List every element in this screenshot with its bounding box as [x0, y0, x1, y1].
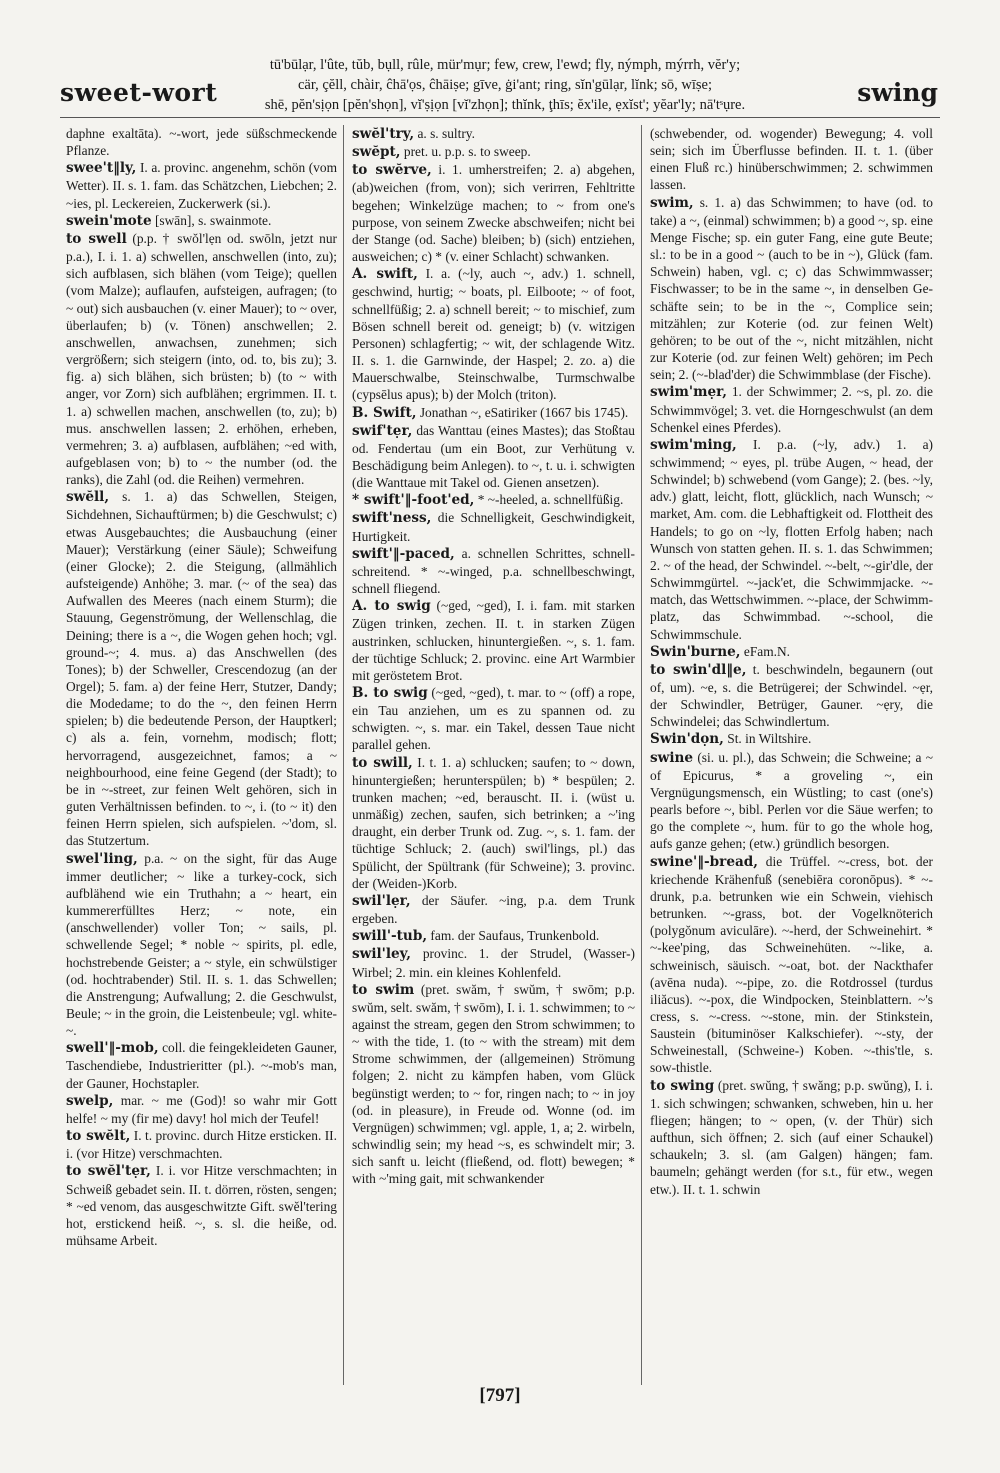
column-left: [60, 125, 343, 1385]
entry-definition: I. a. provinc. angenehm, schön (vom Wetter). II. s. 1. fam. das Schätzchen, Liebchen; 2. ~ies, pl. Leckereien, Zuckerwerk (si.).: [66, 160, 337, 211]
entry-headword: * swift'‖-foot'ed,: [352, 492, 475, 509]
dictionary-entry: [66, 125, 337, 159]
entry-definition: (p.p. † swŏl'lẹn od. swōln, jetzt nur p.a.), I. i. 1. a) schwellen, anschwellen (into, zu); sich aufblasen, sich blähen (vom Teige); quellen (vom Malze); auflaufen, aufsteigen, aufragen; (to ~ out) sich ausbauchen (v. einer Mauer); to ~ over, überlaufen; b) (v. Tönen) anschwellen; 2. anschwellen, anwachsen, zunehmen; sich vergrößern; sich steigern (into, od. to, bis zu); 3. fig. a) sich blähen, sich brüsten; b) (to ~ with anger, vor Zorn) sich aufblähen; ergrimmen. II. t. 1. a) schwellen machen, anschwellen (to, zu); b) mus. anschwellen lassen; 2. erhöhen, erheben, vermehren; 3. a) aufblasen, aufblähen; ~ed with, aufgeblasen von; b) to ~ the number (od. the ranks), die Zahl (od. die Reihen) vermehren.: [66, 230, 337, 488]
entry-headword: to swim: [352, 981, 415, 998]
entry-headword: Swin'dọn,: [650, 731, 724, 748]
header-rule: [60, 117, 940, 118]
dictionary-entry: [650, 749, 933, 853]
entry-definition: I. i. vor Hitze verschmachten; in Schweiß gebadet sein. II. t. dörren, rösten, sengen; * ~ed venom, das ausgeschwitzte Gift. swĕl'tering hot, erstickend heiß. ~, s. sl. die heiße, od. mühsame Arbeit.: [66, 1163, 337, 1248]
entry-definition: provinc. 1. der Strudel, (Wasser-) Wirbel; 2. min. ein kleines Kohlenfeld.: [352, 946, 635, 980]
entry-definition: I. t. provinc. durch Hitze ersticken. II. i. (vor Hitze) verschmachten.: [66, 1128, 337, 1162]
entry-headword: swift'ness,: [352, 510, 432, 527]
entry-definition: i. 1. umherstreifen; 2. a) abgehen, (ab)weichen (from, von); sich verirren, Fehltritte begehen; Winkelzüge machen; to ~ from one's purpose, von seinem Zwecke abschweifen; nicht bei der Stange (od. Sache) bleiben; b) (sich) entziehen, ausweichen; c) * (v. einer Schlacht) schwanken.: [352, 162, 635, 265]
dictionary-entry: [66, 212, 337, 230]
dictionary-entry: [66, 1039, 337, 1091]
entry-headword: A. to swig: [352, 598, 431, 615]
entry-headword: A. swift,: [352, 266, 418, 283]
dictionary-entry: [66, 1127, 337, 1162]
dictionary-entry: [650, 853, 933, 1077]
dictionary-entry: [352, 509, 635, 544]
entry-headword: swĕll,: [66, 489, 110, 506]
entry-headword: swel'ling,: [66, 850, 138, 867]
entry-headword: swell'‖-mob,: [66, 1040, 159, 1057]
dictionary-entry: [66, 230, 337, 488]
entry-headword: to swin'dl‖e,: [650, 661, 747, 678]
entry-definition: eFam.N.: [740, 643, 791, 659]
entry-definition: daphne exaltāta). ~-wort, jede süßschmeckende Pflanze.: [66, 126, 337, 159]
entry-definition: coll. die feingekleideten Gauner, Taschendiebe, Industrieritter (pl.). ~-mob's man, der Gauner, Hochstapler.: [66, 1040, 337, 1091]
entry-definition: (schwebender, od. wogender) Bewegung; 4. voll sein; sich im Überflusse befinden. II. t. 1. (über einen Fluß rc.) hinüberschwimmen; 2. schwimmen lassen.: [650, 126, 933, 193]
entry-headword: to swĕrve,: [352, 162, 432, 179]
dictionary-entry: [352, 892, 635, 927]
entry-definition: pret. u. p.p. s. to sweep.: [400, 144, 531, 160]
dictionary-entry: [352, 265, 635, 403]
entry-headword: swein'mote: [66, 212, 152, 229]
dictionary-entry: [352, 545, 635, 597]
entry-definition: (si. u. pl.), das Schwein; die Schweine; a ~ of Epicurus, * a groveling ~, ein Vergnügungsmensch, ein Wüstling; to cast (one's) pearls before ~, bibl. Perlen vor die Säue werfen; to go the complete ~, hum. für to go the whole hog, aufs ganze gehen; (etw.) gründlich besorgen.: [650, 749, 933, 852]
dictionary-entry: [352, 597, 635, 684]
entry-definition: s. 1. a) das Schwellen, Steigen, Sichdehnen, Sichauftürmen; b) die Geschwulst; c) etwas Ausgebauchtes; die Ausbauchung (einer Mauer); Verstärkung (einer Säule); Schweifung (einer Glocke); 2. die Steigung, (allmählich aufsteigende) Anhöhe; 3. mar. (~ of the sea) das Aufwallen des Meeres (nach einem Sturm); die Stauung, Gegenströmung, der Wellenschlag, die Deining; there is a ~, die Wogen gehen hoch; vgl. ground-~; 4. mus. a) das Anschwellen (des Tones); b) der Schweller, Crescendozug (an der Orgel); 5. fam. a) der feine Herr, Stutzer, Dandy; die Modedame; to do the ~, den feinen Herrn spielen; b) die bedeutende Person, der Hauptkerl; c) als a. fein, vornehm, modisch; flott; hervorragend, ausgezeichnet, famos; a ~ neighbourhood, eine feine Gegend (der Stadt); to be in ~-street, zur feinen Welt gehören, sich in guten Verhältnissen befinden. to ~, i. (to ~ it) den feinen Herrn spielen, sich aufspielen. ~'dom, sl. das Stutzertum.: [66, 489, 337, 849]
entry-headword: swelp,: [66, 1092, 114, 1109]
guide-word-right: swing: [857, 78, 938, 107]
dictionary-entry: [352, 404, 635, 422]
entry-columns: [60, 125, 940, 1385]
dictionary-entry: [650, 643, 933, 661]
entry-headword: B. to swig: [352, 685, 428, 701]
entry-headword: swif'tẹr,: [352, 422, 413, 439]
entry-definition: [swān], s. swainmote.: [151, 212, 272, 228]
entry-definition: mar. ~ me (God)! so wahr mir Gott helfe! ~ my (fir me) davy! hol mich der Teufel!: [66, 1092, 337, 1126]
entry-definition: p.a. ~ on the sight, für das Auge immer deutlicher; ~ like a turkey-cock, sich aufblähend wie ein Truthahn; a ~ heart, ein kummererfülltes Herz; ~ note, ein (anschwellender) voller Ton; ~ sails, pl. schwellende Segel; * noble ~ spirits, pl. edle, hochstrebende Geister; a ~ style, ein schwülstiger (od. hochtrabender) Stil. II. s. 1. das Schwellen; die Anstrengung; Aufwallung; 2. die Geschwulst, Beule; ~ in the groin, die Leistenbeule; vgl. white-~.: [66, 850, 337, 1039]
dictionary-entry: [66, 1092, 337, 1127]
dictionary-entry: [650, 383, 933, 435]
entry-definition: (~ged, ~ged), t. mar. to ~ (off) a rope, ein Tau anziehen, um es zu spannen od. zu schwigten. ~, s. mar. ein Takel, dessen Taue nicht parallel gehen.: [352, 685, 635, 753]
entry-headword: B. Swift,: [352, 404, 417, 421]
dictionary-entry: [650, 730, 933, 748]
entry-headword: swim'ming,: [650, 436, 737, 453]
entry-headword: to swell: [66, 230, 127, 247]
entry-headword: to swĕlt,: [66, 1128, 131, 1145]
column-middle: [343, 125, 641, 1385]
entry-definition: (~ged, ~ged), I. i. fam. mit starken Zügen trinken, zechen. II. t. in starken Zügen austrinken, schlucken, hinuntergießen. ~, s. 1. fam. der tüchtige Schluck; 2. provinc. eine Art Warmbier mit geröstetem Brot.: [352, 598, 635, 683]
dictionary-entry: [650, 125, 933, 194]
entry-definition: die Schnelligkeit, Geschwindigkeit, Hurtigkeit.: [352, 510, 635, 544]
entry-definition: das Wanttau (eines Mastes); das Stoßtau od. Fendertau (um ein Boot, zur Verhütung v. Beschädigung beim Anlegen). to ~, t. u. i. schwigten (die Wanttaue mit Takel od. Gienen ansetzen).: [352, 422, 635, 491]
entry-definition: a. schnellen Schrittes, schnellschreitend. * ~-winged, p.a. schnellbeschwingt, schnell fliegend.: [352, 545, 635, 597]
dictionary-entry: [66, 1162, 337, 1249]
entry-headword: to swĕl'tẹr,: [66, 1163, 151, 1180]
dictionary-entry: [352, 161, 635, 265]
dictionary-entry: [66, 488, 337, 849]
entry-definition: (pret. swăm, † swŭm, † swōm; p.p. swŭm, selt. swăm, † swōm), I. i. 1. schwimmen; to ~ against the stream, gegen den Strom schwimmen; to ~ with the tide, 1. (to ~ with the stream) mit dem Strome schwimmen, der (allgemeinen) Strömung folgen; 2. nicht zu kämpfen haben, vom Glück begünstigt werden; to ~ for, ringen nach; to ~ in joy (od. in pleasure), in Freude od. Wonne (od. im Vergnügen) schwimmen; vgl. apple, 1, a; 2. wirbeln, schwindlig sein; my head ~s, es schwindelt mir; 3. sich sanft u. leicht (fließend, od. flott) bewegen; * with ~'ming gait, mit schwankender: [352, 981, 635, 1187]
entry-headword: swift'‖-paced,: [352, 545, 455, 562]
dictionary-entry: [650, 661, 933, 731]
entry-definition: St. in Wiltshire.: [723, 731, 812, 747]
entry-definition: t. beschwindeln, begaunern (out of, um). ~e, s. die Betrügerei; der Schwindel. ~ẹr, der Schwindler, Betrüger, Gauner. ~ẹry, die Schwindelei; das Schwindlertum.: [650, 661, 933, 730]
pronunciation-key: tū'būlạr, l'ûte, tŭb, bụll, rûle, mür'mụr; few, crew, l'ewd; fly, nýmph, mýrrh, vĕr'y; cär, çĕll, chàir, ĉhā'ọs, ĉhāiṣe; gīve, ġi'ant; ring, sĭn'gūlạr, lĭnk; sō, wīṣe; shē, pĕn'sịọn [pĕn'shọn], vĭ'ṣịọn [vĭ'zhọn]; thĭnk, ţhīs; ĕx'ile, ẹxĭst'; yĕar'ly; nā'tˢụre.: [264, 57, 746, 113]
entry-headword: swĕpt,: [352, 144, 401, 161]
entry-headword: swim'mẹr,: [650, 384, 728, 401]
entry-definition: (pret. swŭng, † swăng; p.p. swŭng), I. i. 1. sich schwingen; schwanken, schweben, hin u. her fliegen; hängen; to ~ open, (v. der Thür) sich aufthun, sich öffnen; 2. sich (auf einer Schaukel) schaukeln; 3. sl. (am Galgen) hängen; fam. baumeln; gehängt werden (for s.t., für etw., wegen etw.). II. t. 1. schwin: [650, 1077, 933, 1197]
entry-definition: s. 1. a) das Schwimmen; to have (od. to take) a ~, (einmal) schwimmen; b) a good ~, sp. eine Menge Fische; sp. ein guter Fang, eine gute Beute; sl.: to be in a good ~ (auch to be in ~), Glück (fam. Schwein) haben, vgl. c; c) das Schwimmwasser; Fischwasser; to be in the same ~, in denselben Geschäfte sein; to be in the ~, Complice sein; mitzählen; zur Koterie (od. zur feinen Welt) gehören; to be out of the ~, nicht mitzählen, nicht zur Koterie (od. zur feinen Welt) gehören; im Pech sein; 2. (~-blad'der) die Schwimmblase (der Fische).: [650, 194, 933, 383]
entry-definition: a. s. sultry.: [414, 126, 475, 141]
dictionary-entry: [352, 945, 635, 980]
entry-definition: I. a. (~ly, auch ~, adv.) 1. schnell, geschwind, hurtig; ~ boats, pl. Eilboote; ~ of foot, schnellfüßig; 2. a) schnell bereit; ~ to mischief, zum Bösen schnell bereit od. geneigt; b) (v. witzigen Personen) schlagfertig; ~ wit, der schlagende Witz. II. s. 1. die Garnwinde, der Haspel; 2. zo. a) die Mauerschwalbe, Steinschwalbe, Turmschwalbe (cypsēlus apus); b) der Molch (triton).: [352, 266, 635, 403]
entry-headword: swine: [650, 749, 694, 766]
entry-headword: swee't‖ly,: [66, 160, 137, 177]
dictionary-entry: [352, 491, 635, 509]
entry-headword: swine'‖-bread,: [650, 853, 759, 870]
entry-definition: * ~-heeled, a. schnellfüßig.: [474, 492, 624, 508]
dictionary-entry: [352, 684, 635, 754]
page-number: [797]: [479, 1385, 521, 1406]
dictionary-entry: [352, 143, 635, 161]
entry-headword: to swing: [650, 1077, 715, 1094]
dictionary-entry: [352, 422, 635, 492]
dictionary-entry: [650, 436, 933, 643]
dictionary-entry: [66, 850, 337, 1040]
entry-headword: to swill,: [352, 754, 413, 771]
entry-definition: der Säufer. ~ing, p.a. dem Trunk ergeben.: [352, 892, 635, 927]
dictionary-entry: [352, 125, 635, 143]
column-right: [641, 125, 939, 1385]
dictionary-entry: [352, 754, 635, 892]
entry-definition: I. p.a. (~ly, adv.) 1. a) schwimmend; ~ eyes, pl. trübe Augen, ~ head, der Schwindel; b) schwebend (vom Gange); 2. (bes. ~ly, adv.) glatt, leicht, flott, glücklich, nach Wunsch; ~ market, Am. com. die Lebhaftigkeit od. Flottheit des Handels; to go on ~ly, flotten Erfolg haben; nach Wunsch von statten gehen. II. s. 1. das Schwimmen; 2. ~ of the head, der Schwindel. ~-belt, ~-gir'dle, der Schwimmgürtel. ~-jack'et, die Schwimmjacke. ~-match, das Wettschwimmen. ~-place, der Schwimmplatz, das Schwimmbad. ~-school, die Schwimmschule.: [650, 436, 933, 642]
entry-headword: swil'ley,: [352, 946, 411, 963]
entry-headword: swim,: [650, 194, 694, 211]
dictionary-entry: [66, 159, 337, 211]
dictionary-entry: [352, 981, 635, 1188]
entry-headword: swill'-tub,: [352, 928, 428, 945]
dictionary-entry: [352, 927, 635, 945]
entry-definition: 1. der Schwimmer; 2. ~s, pl. zo. die Schwimmvögel; 3. vet. die Horngeschwulst (an dem Schenkel eines Pferdes).: [650, 384, 933, 435]
entry-definition: die Trüffel. ~-cress, bot. der kriechende Krähenfuß (senebiēra coronōpus). * ~-drunk, p.a. betrunken wie ein Schwein, viehisch betrunken. ~-grass, bot. der Vogelknöterich (polygŏnum aviculāre). ~-herd, der Schweinehirt. * ~-kee'ping, das Schweinehüten. ~-like, a. schweinisch, säuisch. ~-oat, bot. der Nackthafer (avēna nuda). ~-pipe, zo. die Rotdrossel (turdus iliăcus). ~-pox, die Windpocken, Steinblattern. ~'s cress, s. ~-cress. ~-stone, min. der Stinkstein, Saustein (bituminöser Kalkschiefer). ~-sty, der Schweinestall, (Schweine-) Koben. ~-this'tle, s. sow-thistle.: [650, 853, 933, 1076]
entry-headword: swĕl'try,: [352, 126, 415, 142]
entry-headword: Swin'burne,: [650, 643, 741, 660]
guide-word-left: sweet-wort: [60, 78, 218, 107]
dictionary-entry: [650, 1077, 933, 1198]
entry-definition: Jonathan ~, eSatiriker (1667 bis 1745).: [416, 404, 629, 420]
entry-headword: swil'lẹr,: [352, 892, 411, 909]
entry-definition: fam. der Saufaus, Trunkenbold.: [427, 928, 600, 944]
dictionary-entry: [650, 194, 933, 384]
entry-definition: I. t. 1. a) schlucken; saufen; to ~ down, hinuntergießen; herunterspülen; b) * bespülen; 2. trunken machen; ~ed, berauscht. II. i. (wüst u. unmäßig) zechen, saufen, sich betrinken; a ~'ing draught, ein derber Trunk od. Zug. ~, s. 1. fam. der tüchtige Schluck; 2. (auch) swil'lings, pl.) das Spülicht, der Spültrank (für Schweine); 3. provinc. der (Weiden-)Korb.: [352, 754, 635, 891]
